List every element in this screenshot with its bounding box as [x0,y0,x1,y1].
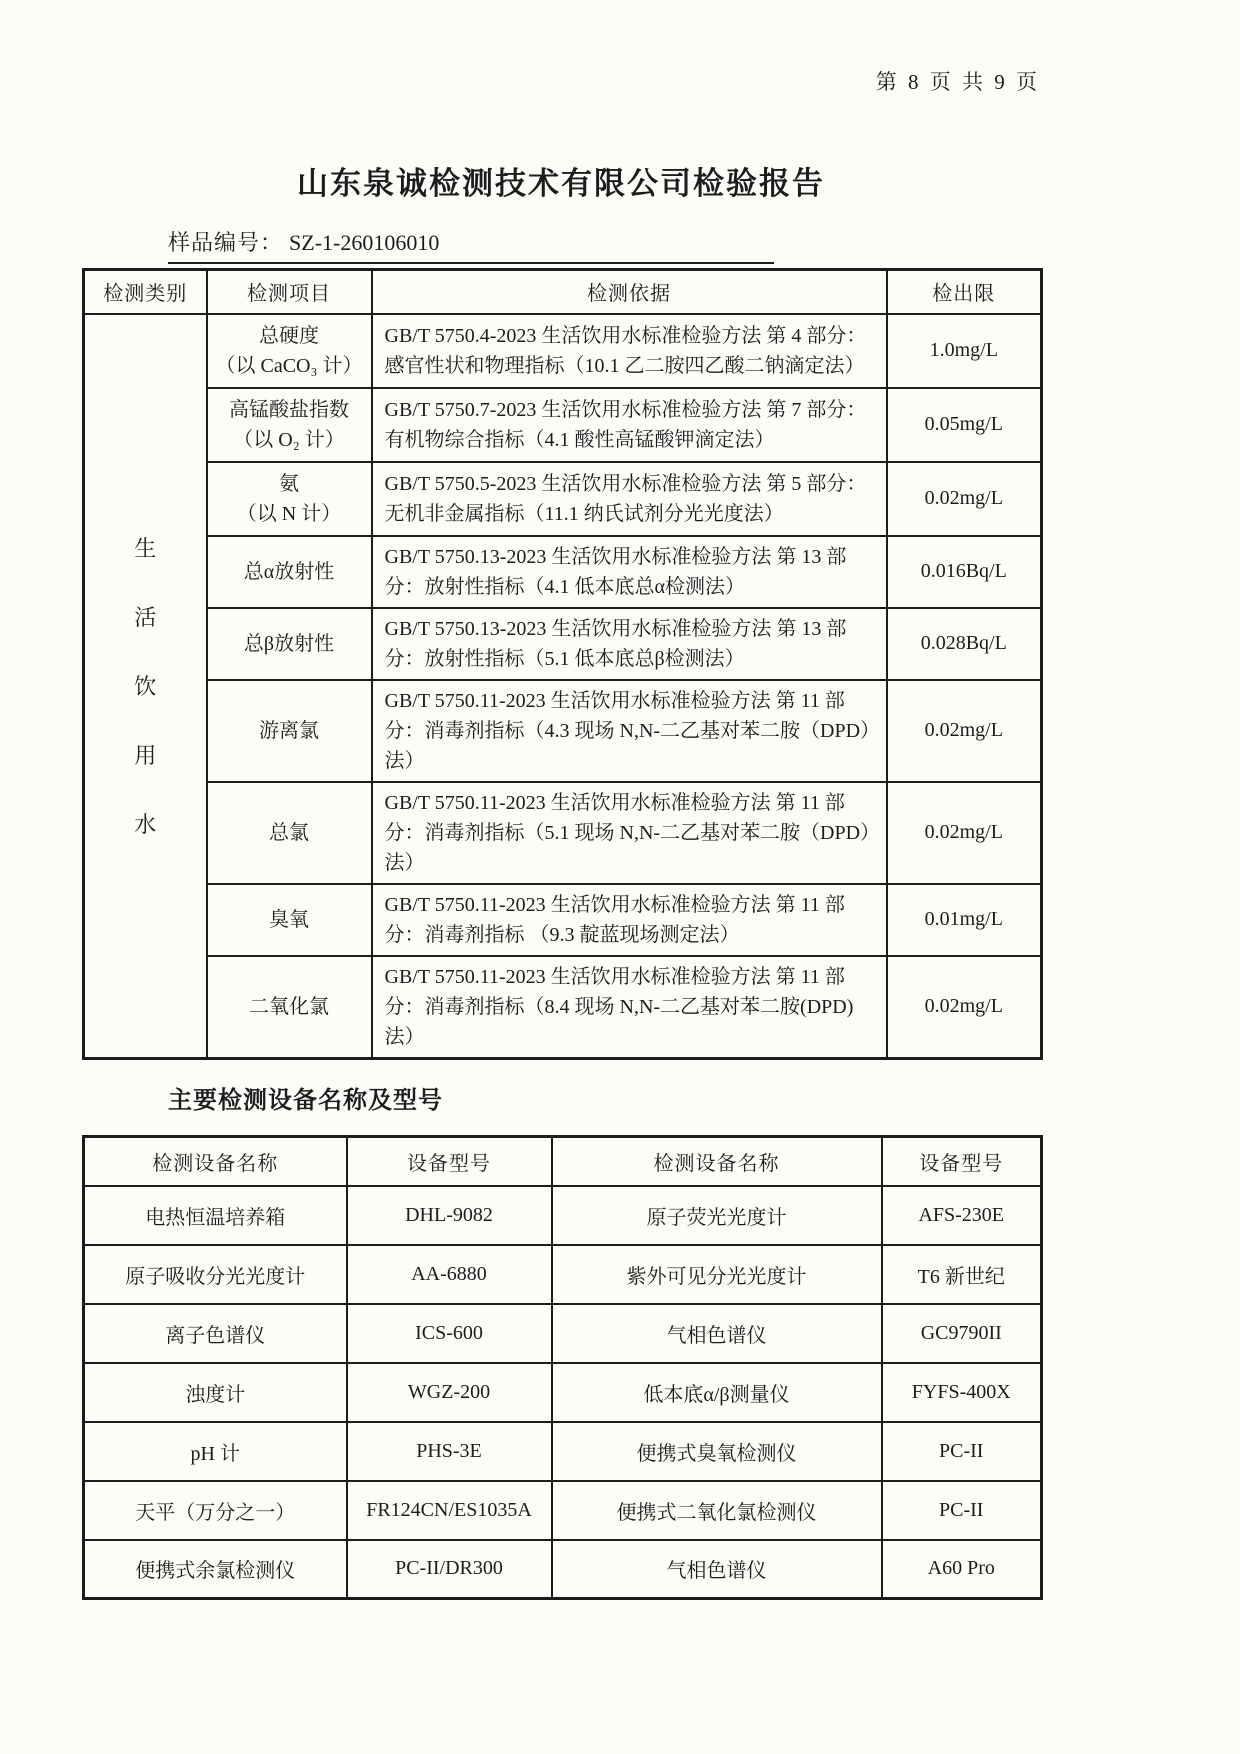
sample-number-label: 样品编号： [168,230,284,255]
test-table-row [84,536,1042,608]
test-item-name: 总氯 [269,821,309,844]
header-test-category: 检测类别 [84,270,207,314]
equipment-table-row [84,1304,1042,1363]
equipment-model-cell: PC-II [882,1422,1042,1481]
report-title: 山东泉诚检测技术有限公司检验报告 [297,166,825,201]
equipment-table-row [84,1363,1042,1422]
detection-limit-cell: 0.02mg/L [887,462,1042,536]
equipment-name-cell: 便携式臭氧检测仪 [552,1422,882,1481]
equipment-model-cell: ICS-600 [347,1304,552,1363]
test-table-header-row [84,270,1042,314]
equipment-model-cell: PC-II/DR300 [347,1540,552,1599]
test-item-name: 高锰酸盐指数 [229,398,349,421]
sample-number-line [168,226,774,264]
header-test-item: 检测项目 [207,270,372,314]
equipment-table-header-row [84,1137,1042,1186]
test-item-cell [207,388,372,462]
equipment-table-row [84,1422,1042,1481]
test-item-note: （以 CaCO₃ 计） [215,354,363,377]
equipment-model-cell: A60 Pro [882,1540,1042,1599]
equipment-model-cell: FR124CN/ES1035A [347,1481,552,1540]
equipment-model-cell: AFS-230E [882,1186,1042,1245]
equipment-model-cell: PC-II [882,1481,1042,1540]
test-basis-cell: GB/T 5750.11-2023 生活饮用水标准检验方法 第 11 部分：消毒剂指标 （9.3 靛蓝现场测定法） [372,884,887,956]
test-basis-cell: GB/T 5750.11-2023 生活饮用水标准检验方法 第 11 部分：消毒剂指标（8.4 现场 N,N-二乙基对苯二胺(DPD)法） [372,956,887,1059]
header-detection-limit: 检出限 [887,270,1042,314]
test-category-vertical-text [85,532,206,839]
equipment-name-cell: 紫外可见分光光度计 [552,1245,882,1304]
test-methods-table [82,268,1043,1060]
test-category-cell [84,314,207,1059]
test-item-cell [207,956,372,1059]
test-category-char: 饮 [134,674,157,699]
test-basis-cell: GB/T 5750.5-2023 生活饮用水标准检验方法 第 5 部分：无机非金属指标（11.1 纳氏试剂分光光度法） [372,462,887,536]
test-item-name: 二氧化氯 [249,995,329,1018]
header-equipment-model-2: 设备型号 [882,1137,1042,1186]
test-table-row [84,608,1042,680]
equipment-model-cell: T6 新世纪 [882,1245,1042,1304]
detection-limit-cell: 0.028Bq/L [887,608,1042,680]
header-test-basis: 检测依据 [372,270,887,314]
test-item-note: （以 O₂ 计） [233,428,345,451]
equipment-table-row [84,1481,1042,1540]
equipment-model-cell: FYFS-400X [882,1363,1042,1422]
test-basis-cell: GB/T 5750.13-2023 生活饮用水标准检验方法 第 13 部分：放射性指标（5.1 低本底总β检测法） [372,608,887,680]
detection-limit-cell: 0.01mg/L [887,884,1042,956]
test-item-cell [207,782,372,884]
equipment-table-row [84,1245,1042,1304]
equipment-model-cell: PHS-3E [347,1422,552,1481]
test-item-cell [207,680,372,782]
test-item-name: 臭氧 [269,908,309,931]
test-table-row [84,884,1042,956]
equipment-model-cell: AA-6880 [347,1245,552,1304]
test-basis-cell: GB/T 5750.11-2023 生活饮用水标准检验方法 第 11 部分：消毒剂指标（4.3 现场 N,N-二乙基对苯二胺（DPD）法） [372,680,887,782]
test-table-row [84,388,1042,462]
page-number: 第 8 页 共 9 页 [875,70,1040,94]
equipment-section-heading: 主要检测设备名称及型号 [168,1087,443,1114]
test-basis-cell: GB/T 5750.4-2023 生活饮用水标准检验方法 第 4 部分：感官性状和物理指标（10.1 乙二胺四乙酸二钠滴定法） [372,314,887,388]
equipment-name-cell: pH 计 [84,1422,347,1481]
test-item-cell [207,608,372,680]
test-category-char: 生 [134,536,157,561]
test-item-name: 总硬度 [259,324,319,347]
equipment-table-row [84,1540,1042,1599]
header-equipment-name-1: 检测设备名称 [84,1137,347,1186]
test-basis-cell: GB/T 5750.11-2023 生活饮用水标准检验方法 第 11 部分：消毒剂指标（5.1 现场 N,N-二乙基对苯二胺（DPD）法） [372,782,887,884]
equipment-table [82,1135,1043,1600]
equipment-name-cell: 天平（万分之一） [84,1481,347,1540]
test-category-char: 用 [134,743,157,768]
test-item-name: 氨 [279,472,299,495]
equipment-name-cell: 原子吸收分光光度计 [84,1245,347,1304]
equipment-name-cell: 离子色谱仪 [84,1304,347,1363]
test-basis-cell: GB/T 5750.13-2023 生活饮用水标准检验方法 第 13 部分：放射性指标（4.1 低本底总α检测法） [372,536,887,608]
detection-limit-cell: 0.016Bq/L [887,536,1042,608]
equipment-name-cell: 气相色谱仪 [552,1540,882,1599]
test-item-cell [207,536,372,608]
test-category-char: 水 [134,812,157,837]
equipment-name-cell: 低本底α/β测量仪 [552,1363,882,1422]
detection-limit-cell: 1.0mg/L [887,314,1042,388]
detection-limit-cell: 0.02mg/L [887,680,1042,782]
equipment-table-row [84,1186,1042,1245]
equipment-name-cell: 气相色谱仪 [552,1304,882,1363]
test-basis-cell: GB/T 5750.7-2023 生活饮用水标准检验方法 第 7 部分：有机物综合指标（4.1 酸性高锰酸钾滴定法） [372,388,887,462]
equipment-name-cell: 便携式余氯检测仪 [84,1540,347,1599]
test-table-row [84,314,1042,388]
equipment-model-cell: DHL-9082 [347,1186,552,1245]
equipment-model-cell: GC9790II [882,1304,1042,1363]
equipment-name-cell: 原子荧光光度计 [552,1186,882,1245]
test-item-name: 总β放射性 [243,632,335,655]
test-item-note: （以 N 计） [236,502,342,525]
sample-number-value: SZ-1-260106010 [289,230,440,255]
test-item-cell [207,462,372,536]
header-equipment-model-1: 设备型号 [347,1137,552,1186]
test-table-row [84,956,1042,1059]
test-category-char: 活 [134,605,157,630]
test-item-name: 游离氯 [259,719,319,742]
test-table-row [84,782,1042,884]
test-table-row [84,462,1042,536]
test-item-cell [207,314,372,388]
header-equipment-name-2: 检测设备名称 [552,1137,882,1186]
test-table-row [84,680,1042,782]
test-item-cell [207,884,372,956]
test-item-name: 总α放射性 [243,560,335,583]
detection-limit-cell: 0.02mg/L [887,956,1042,1059]
equipment-name-cell: 便携式二氧化氯检测仪 [552,1481,882,1540]
detection-limit-cell: 0.02mg/L [887,782,1042,884]
detection-limit-cell: 0.05mg/L [887,388,1042,462]
equipment-name-cell: 电热恒温培养箱 [84,1186,347,1245]
equipment-name-cell: 浊度计 [84,1363,347,1422]
equipment-model-cell: WGZ-200 [347,1363,552,1422]
